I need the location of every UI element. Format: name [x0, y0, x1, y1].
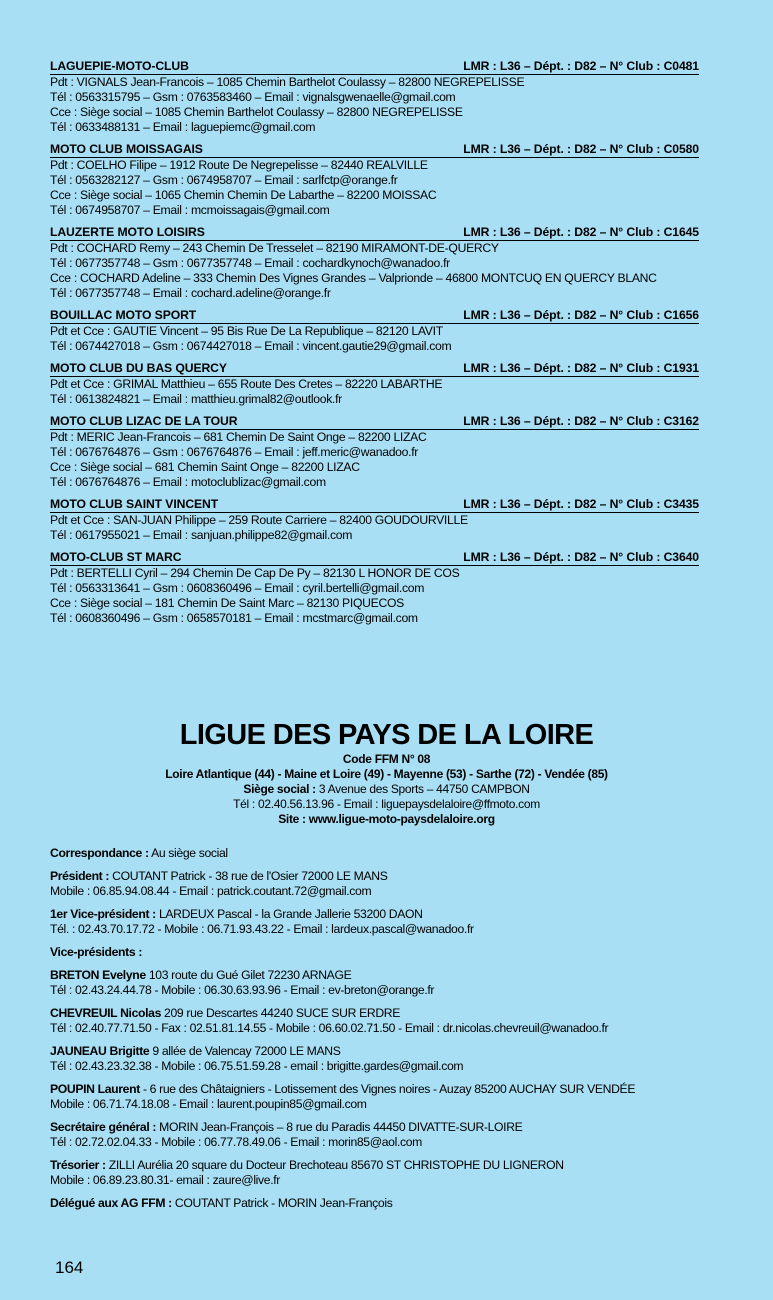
- contact-label: Trésorier :: [50, 1158, 106, 1172]
- club-name: MOTO-CLUB ST MARC: [50, 550, 182, 564]
- ligue-title: LIGUE DES PAYS DE LA LOIRE: [179, 719, 594, 751]
- club-line: Tél : 0617955021 – Email : sanjuan.philippe82@gmail.com: [50, 528, 353, 542]
- contact-detail: Mobile : 06.71.74.18.08 - Email : laurent.poupin85@gmail.com: [50, 1097, 367, 1111]
- club-name: MOTO CLUB LIZAC DE LA TOUR: [50, 414, 238, 428]
- club-header: [50, 550, 699, 566]
- contact-entry: [50, 1006, 730, 1036]
- siege-value: 3 Avenue des Sports – 44750 CAMPBON: [315, 782, 530, 796]
- club-header: [50, 308, 699, 324]
- contact-text: COUTANT Patrick - 38 rue de l'Osier 72000 LE MANS: [109, 869, 388, 883]
- contact-entry: [50, 1196, 730, 1211]
- club-line: Tél : 0676764876 – Gsm : 0676764876 – Email : jeff.meric@wanadoo.fr: [50, 445, 419, 459]
- page-number: 164: [55, 1258, 84, 1277]
- club-entry: [50, 497, 699, 543]
- contact-text: LARDEUX Pascal - la Grande Jallerie 53200 DAON: [155, 907, 423, 921]
- club-line: Tél : 0563315795 – Gsm : 0763583460 – Email : vignalsgwenaelle@gmail.com: [50, 90, 456, 104]
- club-header: [50, 497, 699, 513]
- contact-text: Au siège social: [148, 846, 228, 860]
- contact-label: Correspondance :: [50, 846, 149, 860]
- club-entry: [50, 142, 699, 218]
- club-code: LMR : L36 – Dépt. : D82 – N° Club : C3162: [463, 414, 699, 428]
- club-line: Cce : Siège social – 681 Chemin Saint Onge – 82200 LIZAC: [50, 460, 360, 474]
- club-line: Pdt et Cce : GRIMAL Matthieu – 655 Route Des Cretes – 82220 LABARTHE: [50, 377, 443, 391]
- club-name: MOTO CLUB SAINT VINCENT: [50, 497, 219, 511]
- contact-label: 1er Vice-président :: [50, 907, 156, 921]
- club-name: MOTO CLUB MOISSAGAIS: [50, 142, 203, 156]
- contact-text: 9 allée de Valencay 72000 LE MANS: [149, 1044, 341, 1058]
- club-header: [50, 361, 699, 377]
- contact-label: Délégué aux AG FFM :: [50, 1196, 172, 1210]
- ligue-departments: Loire Atlantique (44) - Maine et Loire (49) - Mayenne (53) - Sarthe (72) - Vendée (85): [165, 767, 608, 781]
- club-line: Tél : 0674958707 – Email : mcmoissagais@gmail.com: [50, 203, 330, 217]
- contact-entry: [50, 846, 730, 861]
- contact-text: - 6 rue des Châtaigniers - Lotissement des Vignes noires - Auzay 85200 AUCHAY SUR VENDÉE: [139, 1082, 636, 1096]
- club-line: Cce : Siège social – 1085 Chemin Barthelot Coulassy – 82800 NEGREPELISSE: [50, 105, 463, 119]
- contact-entry: [50, 968, 730, 998]
- ligue-siege: [0, 782, 773, 797]
- club-line: Cce : Siège social – 1065 Chemin Chemin De Labarthe – 82200 MOISSAC: [50, 188, 437, 202]
- club-code: LMR : L36 – Dépt. : D82 – N° Club : C1645: [463, 225, 699, 239]
- club-name: LAGUEPIE-MOTO-CLUB: [50, 59, 189, 73]
- club-line: Tél : 0613824821 – Email : matthieu.grimal82@outlook.fr: [50, 392, 342, 406]
- siege-label: Siège social :: [243, 782, 316, 796]
- contact-entry: [50, 1120, 730, 1150]
- club-entry: [50, 225, 699, 301]
- club-line: Pdt : MERIC Jean-Francois – 681 Chemin De Saint Onge – 82200 LIZAC: [50, 430, 427, 444]
- contact-detail: Tél : 02.40.77.71.50 - Fax : 02.51.81.14.55 - Mobile : 06.60.02.71.50 - Email : dr.nicolas.chevreuil@wanadoo.fr: [50, 1021, 609, 1035]
- contact-entry: [50, 907, 730, 937]
- contact-label: Vice-présidents :: [50, 945, 143, 959]
- contact-label: Président :: [50, 869, 110, 883]
- club-line: Tél : 0633488131 – Email : laguepiemc@gmail.com: [50, 120, 316, 134]
- club-line: Pdt et Cce : GAUTIE Vincent – 95 Bis Rue De La Republique – 82120 LAVIT: [50, 324, 443, 338]
- club-name: MOTO CLUB DU BAS QUERCY: [50, 361, 227, 375]
- club-code: LMR : L36 – Dépt. : D82 – N° Club : C3640: [463, 550, 699, 564]
- contact-list: [50, 846, 730, 1219]
- contact-text: 103 route du Gué Gilet 72230 ARNAGE: [145, 968, 352, 982]
- contact-detail: Tél. : 02.43.70.17.72 - Mobile : 06.71.93.43.22 - Email : lardeux.pascal@wanadoo.fr: [50, 922, 474, 936]
- club-code: LMR : L36 – Dépt. : D82 – N° Club : C1656: [463, 308, 699, 322]
- contact-text: ZILLI Aurélia 20 square du Docteur Brechoteau 85670 ST CHRISTOPHE DU LIGNERON: [105, 1158, 564, 1172]
- club-entry: [50, 414, 699, 490]
- club-code: LMR : L36 – Dépt. : D82 – N° Club : C3435: [463, 497, 699, 511]
- contact-label: BRETON Evelyne: [50, 968, 146, 982]
- club-line: Tél : 0676764876 – Email : motoclublizac@gmail.com: [50, 475, 326, 489]
- club-entry: [50, 361, 699, 407]
- club-entry: [50, 550, 699, 626]
- contact-text: COUTANT Patrick - MORIN Jean-François: [171, 1196, 393, 1210]
- club-header: [50, 225, 699, 241]
- contact-entry: [50, 945, 730, 960]
- club-line: Cce : COCHARD Adeline – 333 Chemin Des Vignes Grandes – Valprionde – 46800 MONTCUQ EN QUERCY BLANC: [50, 271, 657, 285]
- contact-entry: [50, 1044, 730, 1074]
- club-line: Tél : 0563313641 – Gsm : 0608360496 – Email : cyril.bertelli@gmail.com: [50, 581, 425, 595]
- club-name: LAUZERTE MOTO LOISIRS: [50, 225, 205, 239]
- club-code: LMR : L36 – Dépt. : D82 – N° Club : C1931: [463, 361, 699, 375]
- contact-label: JAUNEAU Brigitte: [50, 1044, 150, 1058]
- club-code: LMR : L36 – Dépt. : D82 – N° Club : C0580: [463, 142, 699, 156]
- contact-entry: [50, 1082, 730, 1112]
- club-line: Tél : 0677357748 – Gsm : 0677357748 – Email : cochardkynoch@wanadoo.fr: [50, 256, 450, 270]
- club-line: Tél : 0563282127 – Gsm : 0674958707 – Email : sarlfctp@orange.fr: [50, 173, 398, 187]
- club-line: Pdt et Cce : SAN-JUAN Philippe – 259 Route Carriere – 82400 GOUDOURVILLE: [50, 513, 468, 527]
- club-entry: [50, 59, 699, 135]
- contact-label: POUPIN Laurent: [50, 1082, 140, 1096]
- club-line: Tél : 0674427018 – Gsm : 0674427018 – Email : vincent.gautie29@gmail.com: [50, 339, 452, 353]
- ligue-info: [0, 752, 773, 827]
- club-list: [50, 59, 699, 633]
- club-line: Cce : Siège social – 181 Chemin De Saint Marc – 82130 PIQUECOS: [50, 596, 404, 610]
- club-line: Tél : 0608360496 – Gsm : 0658570181 – Email : mcstmarc@gmail.com: [50, 611, 418, 625]
- ligue-tel-email: Tél : 02.40.56.13.96 - Email : liguepaysdelaloire@ffmoto.com: [233, 797, 540, 811]
- club-header: [50, 142, 699, 158]
- contact-entry: [50, 869, 730, 899]
- contact-entry: [50, 1158, 730, 1188]
- contact-label: Secrétaire général :: [50, 1120, 157, 1134]
- contact-detail: Tél : 02.43.23.32.38 - Mobile : 06.75.51.59.28 - email : brigitte.gardes@gmail.com: [50, 1059, 464, 1073]
- club-name: BOUILLAC MOTO SPORT: [50, 308, 197, 322]
- ligue-code: Code FFM N° 08: [342, 752, 431, 766]
- contact-detail: Tél : 02.43.24.44.78 - Mobile : 06.30.63.93.96 - Email : ev-breton@orange.fr: [50, 983, 435, 997]
- contact-text: MORIN Jean-François – 8 rue du Paradis 44450 DIVATTE-SUR-LOIRE: [156, 1120, 523, 1134]
- club-line: Pdt : COELHO Filipe – 1912 Route De Negrepelisse – 82440 REALVILLE: [50, 158, 428, 172]
- club-line: Pdt : VIGNALS Jean-Francois – 1085 Chemin Barthelot Coulassy – 82800 NEGREPELISSE: [50, 75, 525, 89]
- contact-text: 209 rue Descartes 44240 SUCE SUR ERDRE: [161, 1006, 401, 1020]
- ligue-site: Site : www.ligue-moto-paysdelaloire.org: [278, 812, 495, 826]
- club-line: Pdt : BERTELLI Cyril – 294 Chemin De Cap De Py – 82130 L HONOR DE COS: [50, 566, 460, 580]
- contact-detail: Mobile : 06.89.23.80.31- email : zaure@live.fr: [50, 1173, 280, 1187]
- club-line: Tél : 0677357748 – Email : cochard.adeline@orange.fr: [50, 286, 331, 300]
- club-code: LMR : L36 – Dépt. : D82 – N° Club : C0481: [463, 59, 699, 73]
- club-header: [50, 414, 699, 430]
- contact-detail: Tél : 02.72.02.04.33 - Mobile : 06.77.78.49.06 - Email : morin85@aol.com: [50, 1135, 422, 1149]
- contact-detail: Mobile : 06.85.94.08.44 - Email : patrick.coutant.72@gmail.com: [50, 884, 372, 898]
- club-line: Pdt : COCHARD Remy – 243 Chemin De Tresselet – 82190 MIRAMONT-DE-QUERCY: [50, 241, 499, 255]
- club-header: [50, 59, 699, 75]
- contact-label: CHEVREUIL Nicolas: [50, 1006, 161, 1020]
- club-entry: [50, 308, 699, 354]
